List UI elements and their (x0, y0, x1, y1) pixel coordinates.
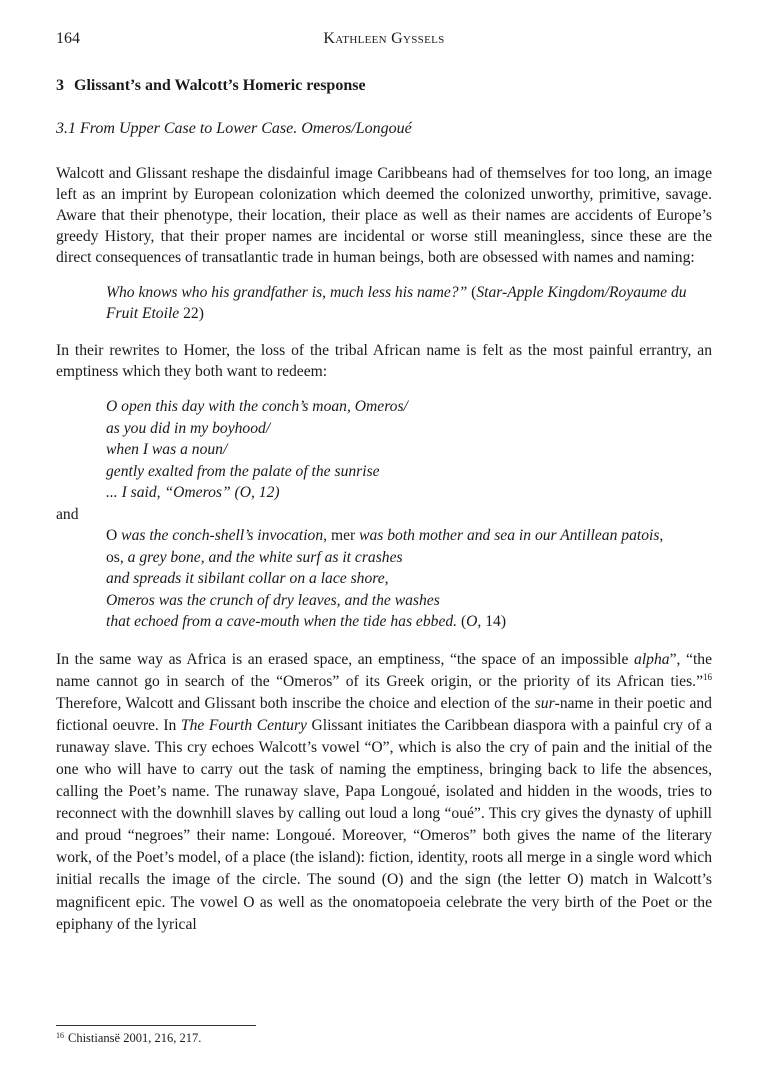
paragraph-text: -name in their poetic and fictional oeuvre. In (56, 694, 712, 734)
paragraph-text: Glissant initiates the Caribbean diaspora with a painful cry of a runaway slave. This cry echoes Walcott’s vowel “O”, which is also the cry of pain and the initial of the one who will have to carry out the task of naming the emptiness, bringing back to life the absences, calling the Poet’s name. The runaway slave, Papa Longoué, isolated and hidden in the woods, tries to reconnect with the downhill slaves by calling out loud a long “oué”. This cry gives the dynasty of uphill and proud “negroes” their name: Longoué. Moreover, “Omeros” both gives the name of the literary work, of the Poet’s model, of a place (the island): fiction, identity, roots all merge in a single word which initial recalls the image of the circle. The sound (O) and the sign (the letter O) match in Walcott’s magnificent epic. The vowel O as well as the onomatopoeia celebrate the very birth of the Poet or the epiphany of the lyrical (56, 716, 713, 933)
footnote-text: Chistiansë 2001, 216, 217. (68, 1031, 202, 1045)
poem-text: was the conch-shell’s invocation, (121, 527, 331, 544)
poem-text: that echoed from a cave-mouth when the tide has ebbed. (106, 613, 458, 630)
paragraph-3 (56, 649, 712, 936)
page-header (56, 30, 712, 52)
poem-excerpt-2 (106, 525, 712, 633)
book-title: The Fourth Century (180, 716, 307, 734)
quote-text: Who knows who his grandfather is, much less his name?” (106, 284, 468, 301)
running-head: Kathleen Gyssels (323, 30, 445, 47)
poem-line: when I was a noun/ (106, 441, 228, 458)
poem-line: ... I said, “Omeros” (O, 12) (106, 484, 280, 501)
poem-line: gently exalted from the palate of the sunrise (106, 462, 380, 480)
poem-line: Omeros was the crunch of dry leaves, and the washes (106, 591, 440, 609)
quote-paren: ( (467, 284, 477, 301)
poem-text: ( (457, 613, 467, 630)
paragraph-text: sur (534, 694, 555, 712)
block-quote-1 (106, 282, 712, 324)
paragraph-text: ”, “the name cannot go in search of the “Omeros” of its Greek origin, or the priority of its African ties.” (56, 650, 712, 690)
quote-source: Star-Apple Kingdom/Royaume du Fruit Etoile (106, 284, 687, 322)
paragraph-2: In their rewrites to Homer, the loss of the tribal African name is felt as the most painful errantry, an emptiness which they both want to redeem: (56, 342, 712, 380)
footnote-number: 16 (56, 1031, 64, 1040)
section-title: Glissant’s and Walcott’s Homeric response (74, 77, 366, 94)
poem-text: mer (330, 527, 356, 544)
poem-line: as you did in my boyhood/ (106, 419, 271, 437)
poem-line (106, 611, 712, 633)
poem-text: O, (466, 613, 482, 630)
paragraph-text: In the same way as Africa is an erased space, an emptiness, “the space of an impossible (56, 650, 635, 668)
poem-text: 14) (481, 613, 507, 630)
poem-line: O open this day with the conch’s moan, Omeros/ (106, 398, 408, 415)
poem-text: was both mother and sea in our Antillean patois, (355, 527, 664, 544)
quote-page: 22) (179, 305, 204, 322)
section-number: 3 (56, 77, 64, 94)
footnote (56, 1031, 201, 1046)
poem-text: os, (106, 548, 128, 566)
paragraph-text: alpha (634, 650, 670, 668)
poem-text: a grey bone, and the white surf as it crashes (127, 548, 403, 566)
footnote-reference[interactable]: 16 (703, 671, 712, 682)
page-body (56, 30, 712, 936)
poem-line: and spreads it sibilant collar on a lace shore, (106, 570, 389, 587)
paragraph-text: Therefore, Walcott and Glissant both inscribe the choice and election of the (56, 694, 535, 712)
paragraph-1: Walcott and Glissant reshape the disdainful image Caribbeans had of themselves for too long, an image left as an imprint by European colonization which deemed the colonized unworthy, primitive, savage. Aware that their phenotype, their location, their place as well as their names are accidents of Europe’s greedy History, that their proper names are incidental or worse still meaningless, since these are the direct consequences of transatlantic trade in human beings, both are obsessed with names and naming: (56, 165, 712, 266)
subsection-heading: 3.1 From Upper Case to Lower Case. Omeros/Longoué (56, 120, 412, 137)
poem-line (106, 547, 712, 569)
poem-line (106, 525, 712, 547)
footnote-divider (56, 1025, 256, 1026)
section-heading (56, 77, 712, 95)
page-number: 164 (56, 30, 80, 47)
connector-and: and (56, 505, 79, 523)
poem-excerpt-1 (106, 396, 712, 504)
poem-text: O (106, 527, 122, 544)
